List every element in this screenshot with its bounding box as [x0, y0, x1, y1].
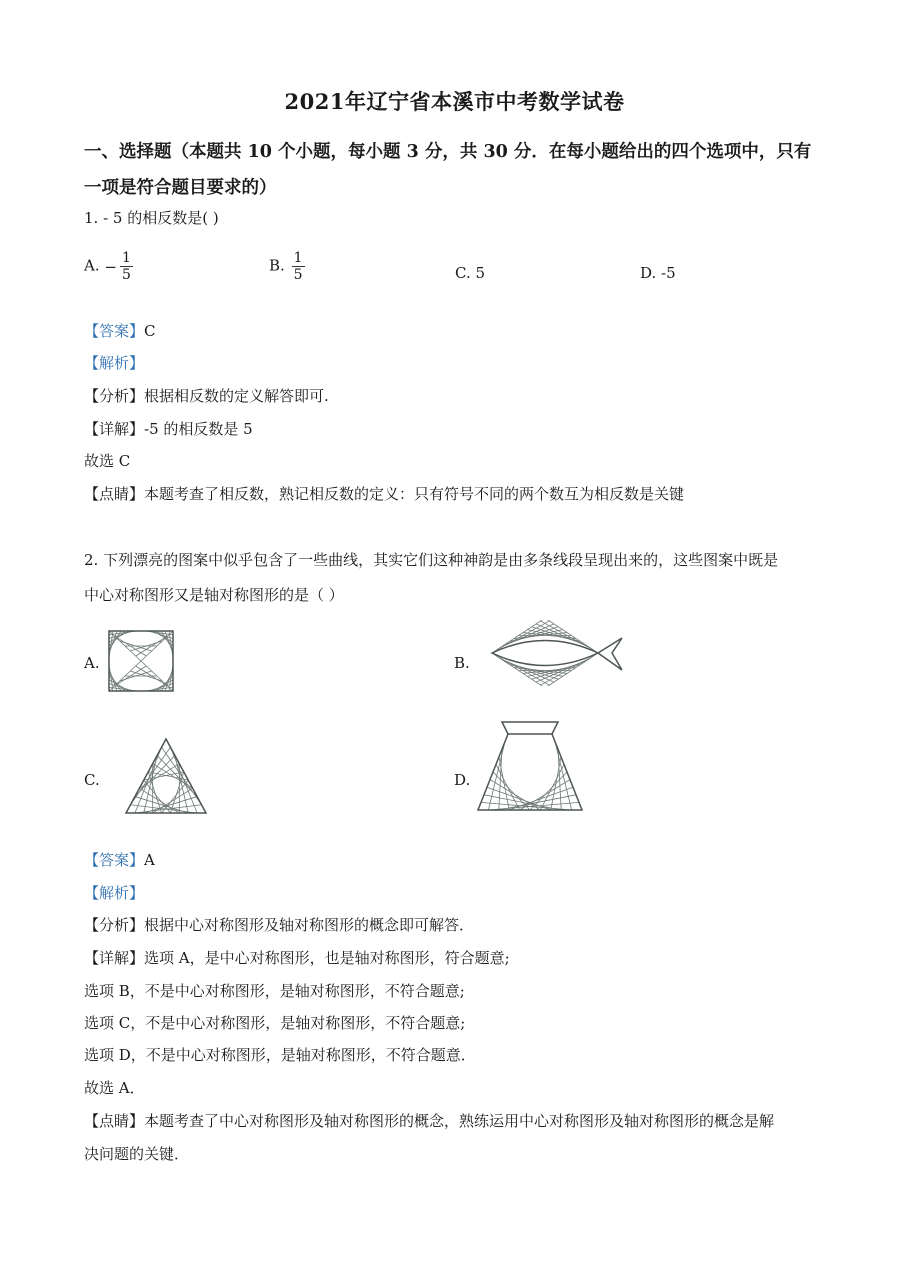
fenxi-text: 根据相反数的定义解答即可.: [144, 387, 329, 405]
q2-stem-line2: 中心对称图形又是轴对称图形的是（ ）: [84, 586, 344, 604]
q1-option-a-fraction: [120, 250, 133, 283]
figure-d-vase-pattern: [474, 718, 586, 814]
answer-tag: 【答案】: [84, 322, 145, 340]
q1-option-d: D. -5: [640, 264, 676, 282]
xiangjie-tag: 【详解】: [84, 420, 145, 438]
xiangjie-tag: 【详解】: [84, 949, 145, 967]
fenxi-tag: 【分析】: [84, 387, 145, 405]
q2-xiangjie: [84, 948, 510, 968]
xiangjie-text: 选项 A，是中心对称图形，也是轴对称图形，符合题意;: [144, 949, 510, 967]
dianjing-tag: 【点睛】: [84, 1112, 145, 1130]
q1-analysis-tag: 【解析】: [84, 354, 145, 372]
q1-option-a: [84, 250, 133, 283]
q2-dianjing-line2: 决问题的关键．: [84, 1145, 190, 1163]
q1-answer: [84, 321, 156, 341]
answer-tag: 【答案】: [84, 851, 145, 869]
section-heading-line1: 一、选择题（本题共 10 个小题，每小题 3 分，共 30 分．在每小题给出的四个选项中，只有: [84, 142, 812, 162]
dianjing-text: 本题考查了相反数，熟记相反数的定义：只有符号不同的两个数互为相反数是关键: [144, 485, 685, 503]
q1-option-a-minus: −: [104, 257, 117, 276]
dianjing-tag: 【点睛】: [84, 485, 145, 503]
q1-option-a-label: A.: [84, 256, 100, 275]
q2-analysis-tag: 【解析】: [84, 884, 145, 902]
q1-stem: 1. - 5 的相反数是( ): [84, 209, 219, 227]
answer-value: C: [144, 322, 156, 340]
page-title: 2021年辽宁省本溪市中考数学试卷: [284, 89, 625, 114]
answer-value: A: [144, 851, 155, 869]
figure-a-square-pattern: [106, 628, 176, 694]
fraction-numerator: 1: [293, 250, 303, 266]
q2-conclusion: 故选 A．: [84, 1079, 145, 1097]
q2-dianjing-line1: [84, 1111, 774, 1131]
figure-c-triangle-pattern: [123, 737, 209, 815]
q2-fenxi: [84, 915, 474, 935]
q1-option-c: C. 5: [455, 264, 486, 282]
q2-option-b-label: B.: [454, 654, 470, 672]
q2-stem-line1: 2. 下列漂亮的图案中似乎包含了一些曲线，其实它们这种神韵是由多条线段呈现出来的，这些图案中既是: [84, 551, 779, 569]
q1-option-b-label: B.: [269, 256, 285, 275]
q2-line-b: 选项 B，不是中心对称图形，是轴对称图形，不符合题意;: [84, 982, 465, 1000]
xiangjie-text: -5 的相反数是 5: [144, 420, 253, 438]
q1-conclusion: 故选 C: [84, 452, 131, 470]
dianjing-text: 本题考查了中心对称图形及轴对称图形的概念，熟练运用中心对称图形及轴对称图形的概念是解: [144, 1112, 775, 1130]
q2-option-d-label: D.: [454, 771, 471, 789]
q1-dianjing: [84, 484, 684, 504]
section-heading-line2: 一项是符合题目要求的）: [84, 178, 277, 198]
fraction-numerator: 1: [121, 250, 131, 266]
figure-b-fish-pattern: [490, 620, 626, 686]
q2-option-c-label: C.: [84, 771, 100, 789]
q1-fenxi: [84, 386, 329, 406]
fraction-denominator: 5: [293, 267, 303, 283]
q2-line-d: 选项 D，不是中心对称图形，是轴对称图形，不符合题意．: [84, 1046, 476, 1064]
fenxi-text: 根据中心对称图形及轴对称图形的概念即可解答．: [144, 916, 475, 934]
q2-answer: [84, 850, 155, 870]
q2-option-a-label: A.: [84, 654, 100, 672]
fraction-denominator: 5: [121, 267, 131, 283]
q1-xiangjie: [84, 419, 253, 439]
fenxi-tag: 【分析】: [84, 916, 145, 934]
q1-option-b-fraction: [292, 250, 305, 283]
q1-option-b: [269, 250, 305, 283]
q2-line-c: 选项 C，不是中心对称图形，是轴对称图形，不符合题意;: [84, 1014, 466, 1032]
